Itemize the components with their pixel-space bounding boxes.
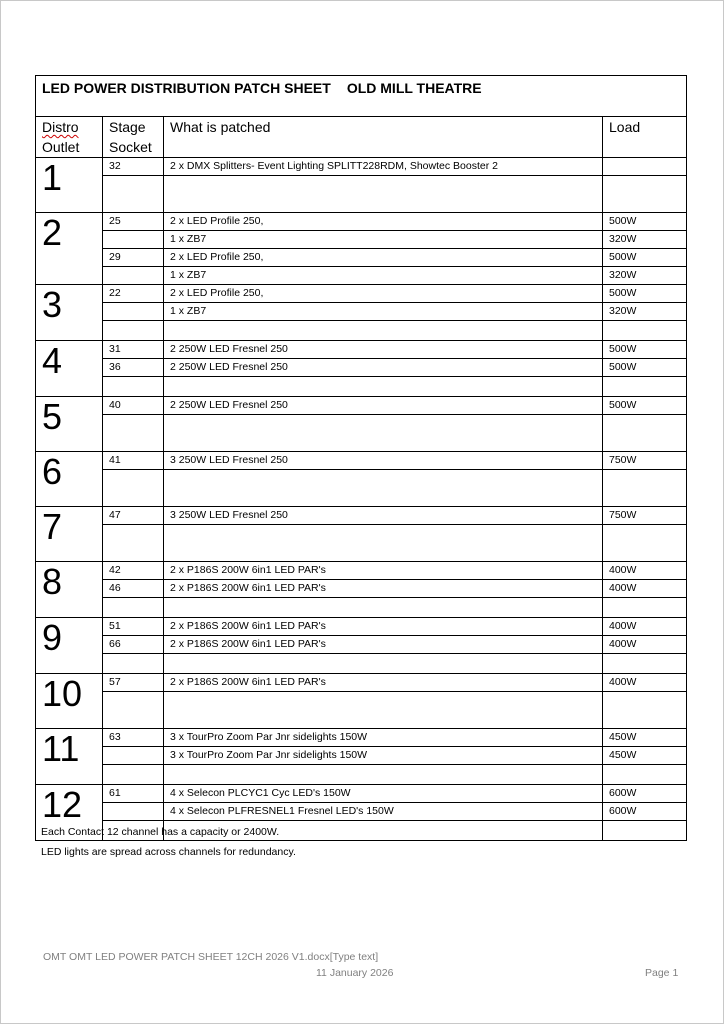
table-row <box>36 618 687 636</box>
load-value: 750W <box>603 452 687 470</box>
table-row <box>36 285 687 303</box>
stage-socket <box>103 747 164 765</box>
stage-socket: 22 <box>103 285 164 303</box>
load-value: 750W <box>603 507 687 525</box>
sheet-title: LED POWER DISTRIBUTION PATCH SHEET OLD MILL THEATRE <box>36 76 687 117</box>
load-value: 450W <box>603 729 687 747</box>
header-patched: What is patched <box>164 117 603 158</box>
empty-cell <box>603 415 687 452</box>
outlet-number: 12 <box>36 785 103 841</box>
patch-table <box>35 75 687 841</box>
table-row <box>36 213 687 231</box>
footer-page: Page 1 <box>645 967 679 979</box>
empty-cell <box>164 470 603 507</box>
patched-item: 3 x TourPro Zoom Par Jnr sidelights 150W <box>164 747 603 765</box>
patched-item: 2 x P186S 200W 6in1 LED PAR's <box>164 636 603 654</box>
empty-cell <box>103 765 164 785</box>
outlet-number: 7 <box>36 507 103 562</box>
table-row <box>36 507 687 525</box>
table-row <box>36 267 687 285</box>
patched-item: 2 250W LED Fresnel 250 <box>164 341 603 359</box>
note-capacity: Each Contact 12 channel has a capacity or 2400W. <box>41 826 280 838</box>
table-row <box>36 452 687 470</box>
outlet-number: 5 <box>36 397 103 452</box>
stage-socket: 47 <box>103 507 164 525</box>
load-value: 400W <box>603 674 687 692</box>
empty-cell <box>603 692 687 729</box>
empty-cell <box>164 654 603 674</box>
patched-item: 2 x P186S 200W 6in1 LED PAR's <box>164 618 603 636</box>
patched-item: 4 x Selecon PLFRESNEL1 Fresnel LED's 150W <box>164 803 603 821</box>
empty-cell <box>103 470 164 507</box>
table-row-spacer <box>36 692 687 729</box>
header-socket: Stage Socket <box>103 117 164 158</box>
load-value: 600W <box>603 785 687 803</box>
patched-item: 2 x LED Profile 250, <box>164 213 603 231</box>
table-row <box>36 249 687 267</box>
table-row <box>36 303 687 321</box>
empty-cell <box>603 598 687 618</box>
empty-cell <box>103 598 164 618</box>
load-value: 320W <box>603 303 687 321</box>
load-value: 500W <box>603 359 687 377</box>
patched-item: 3 250W LED Fresnel 250 <box>164 507 603 525</box>
load-value: 400W <box>603 562 687 580</box>
stage-socket: 40 <box>103 397 164 415</box>
load-value: 500W <box>603 213 687 231</box>
stage-socket <box>103 303 164 321</box>
stage-socket: 42 <box>103 562 164 580</box>
patched-item: 3 x TourPro Zoom Par Jnr sidelights 150W <box>164 729 603 747</box>
table-row <box>36 729 687 747</box>
outlet-number: 8 <box>36 562 103 618</box>
outlet-number: 1 <box>36 158 103 213</box>
empty-cell <box>103 176 164 213</box>
stage-socket <box>103 803 164 821</box>
empty-cell <box>164 321 603 341</box>
load-value: 500W <box>603 285 687 303</box>
load-value: 400W <box>603 618 687 636</box>
table-row <box>36 231 687 249</box>
patched-item: 2 x P186S 200W 6in1 LED PAR's <box>164 580 603 598</box>
outlet-number: 9 <box>36 618 103 674</box>
table-row <box>36 803 687 821</box>
table-row-spacer <box>36 598 687 618</box>
table-row-spacer <box>36 321 687 341</box>
empty-cell <box>164 176 603 213</box>
table-row <box>36 580 687 598</box>
stage-socket: 25 <box>103 213 164 231</box>
table-row <box>36 747 687 765</box>
patched-item: 2 x LED Profile 250, <box>164 285 603 303</box>
table-row-spacer <box>36 377 687 397</box>
empty-cell <box>164 525 603 562</box>
stage-socket <box>103 231 164 249</box>
load-value: 600W <box>603 803 687 821</box>
load-value: 400W <box>603 580 687 598</box>
stage-socket: 29 <box>103 249 164 267</box>
stage-socket: 57 <box>103 674 164 692</box>
empty-cell <box>603 321 687 341</box>
empty-cell <box>603 377 687 397</box>
empty-cell <box>103 654 164 674</box>
empty-cell <box>603 821 687 841</box>
stage-socket: 46 <box>103 580 164 598</box>
empty-cell <box>103 321 164 341</box>
empty-cell <box>164 377 603 397</box>
table-row-spacer <box>36 176 687 213</box>
patched-item: 2 x P186S 200W 6in1 LED PAR's <box>164 562 603 580</box>
table-row <box>36 636 687 654</box>
empty-cell <box>164 598 603 618</box>
table-row <box>36 397 687 415</box>
empty-cell <box>603 470 687 507</box>
outlet-number: 3 <box>36 285 103 341</box>
footer-filename: OMT OMT LED POWER PATCH SHEET 12CH 2026 V1.docx[Type text] <box>43 951 379 963</box>
empty-cell <box>103 415 164 452</box>
note-redundancy: LED lights are spread across channels for redundancy. <box>41 846 296 858</box>
patched-item: 4 x Selecon PLCYC1 Cyc LED's 150W <box>164 785 603 803</box>
empty-cell <box>164 415 603 452</box>
outlet-number: 10 <box>36 674 103 729</box>
outlet-number: 4 <box>36 341 103 397</box>
footer-date: 11 January 2026 <box>316 967 394 979</box>
stage-socket: 51 <box>103 618 164 636</box>
patched-item: 3 250W LED Fresnel 250 <box>164 452 603 470</box>
header-load: Load <box>603 117 687 158</box>
patched-item: 2 250W LED Fresnel 250 <box>164 397 603 415</box>
empty-cell <box>603 525 687 562</box>
outlet-number: 6 <box>36 452 103 507</box>
stage-socket: 36 <box>103 359 164 377</box>
load-value <box>603 158 687 176</box>
empty-cell <box>103 525 164 562</box>
empty-cell <box>603 176 687 213</box>
patched-item: 1 x ZB7 <box>164 303 603 321</box>
empty-cell <box>603 765 687 785</box>
table-row <box>36 359 687 377</box>
stage-socket: 41 <box>103 452 164 470</box>
stage-socket: 66 <box>103 636 164 654</box>
load-value: 320W <box>603 267 687 285</box>
patched-item: 2 x P186S 200W 6in1 LED PAR's <box>164 674 603 692</box>
header-row <box>36 117 687 158</box>
load-value: 500W <box>603 341 687 359</box>
patched-item: 2 x LED Profile 250, <box>164 249 603 267</box>
venue-name: OLD MILL THEATRE <box>346 80 482 96</box>
table-row <box>36 785 687 803</box>
load-value: 450W <box>603 747 687 765</box>
stage-socket <box>103 267 164 285</box>
table-row <box>36 341 687 359</box>
load-value: 500W <box>603 249 687 267</box>
stage-socket: 61 <box>103 785 164 803</box>
empty-cell <box>103 692 164 729</box>
load-value: 500W <box>603 397 687 415</box>
empty-cell <box>164 692 603 729</box>
table-row-spacer <box>36 765 687 785</box>
outlet-number: 2 <box>36 213 103 285</box>
stage-socket: 32 <box>103 158 164 176</box>
patched-item: 2 x DMX Splitters- Event Lighting SPLITT228RDM, Showtec Booster 2 <box>164 158 603 176</box>
patched-item: 1 x ZB7 <box>164 267 603 285</box>
stage-socket: 63 <box>103 729 164 747</box>
table-row-spacer <box>36 654 687 674</box>
patched-item: 2 250W LED Fresnel 250 <box>164 359 603 377</box>
table-row-spacer <box>36 525 687 562</box>
empty-cell <box>164 765 603 785</box>
table-row-spacer <box>36 415 687 452</box>
table-row <box>36 158 687 176</box>
empty-cell <box>603 654 687 674</box>
stage-socket: 31 <box>103 341 164 359</box>
table-row <box>36 674 687 692</box>
empty-cell <box>103 377 164 397</box>
outlet-number: 11 <box>36 729 103 785</box>
load-value: 400W <box>603 636 687 654</box>
header-outlet: Distro Outlet <box>36 117 103 158</box>
load-value: 320W <box>603 231 687 249</box>
table-row <box>36 562 687 580</box>
table-row-spacer <box>36 470 687 507</box>
patched-item: 1 x ZB7 <box>164 231 603 249</box>
